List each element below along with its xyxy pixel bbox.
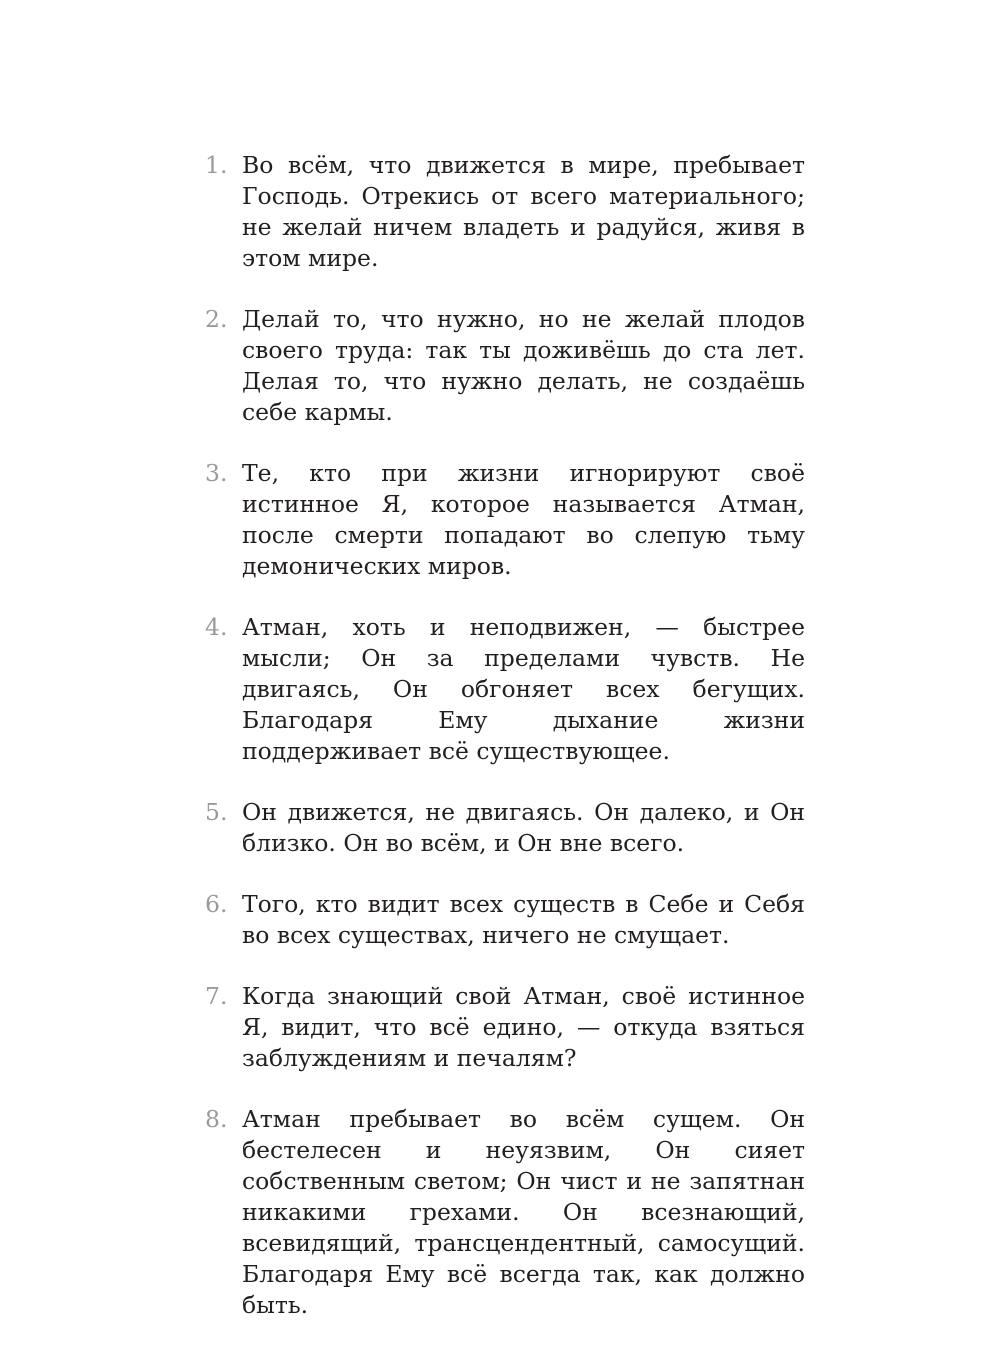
verse-number: 6.	[205, 890, 228, 918]
verse-6	[205, 889, 805, 951]
verse-2	[205, 304, 805, 428]
verse-number: 1.	[205, 151, 228, 179]
verse-number: 7.	[205, 982, 228, 1010]
verse-4	[205, 612, 805, 767]
verse-text: Атман пребывает во всём сущем. Он бестелесен и неуязвим, Он сияет собственным светом; Он чист и не запятнан никакими грехами. Он всезнающий, всевидящий, трансцендентный, самосущий. Благодаря Ему всё всегда так, как должно быть.	[242, 1105, 805, 1319]
verse-3	[205, 458, 805, 582]
verse-number: 2.	[205, 305, 228, 333]
verse-text: Атман, хоть и неподвижен, — быстрее мысли; Он за пределами чувств. Не двигаясь, Он обгоняет всех бегущих. Благодаря Ему дыхание жизни поддерживает всё существующее.	[242, 613, 805, 765]
verse-number: 4.	[205, 613, 228, 641]
verse-number: 8.	[205, 1105, 228, 1133]
verse-number: 5.	[205, 798, 228, 826]
verse-text: Того, кто видит всех существ в Себе и Себя во всех существах, ничего не смущает.	[242, 890, 805, 949]
verse-text: Когда знающий свой Атман, своё истинное Я, видит, что всё едино, — откуда взяться заблуждениям и печалям?	[242, 982, 805, 1072]
verse-7	[205, 981, 805, 1074]
verse-8	[205, 1104, 805, 1321]
verse-text: Он движется, не двигаясь. Он далеко, и Он близко. Он во всём, и Он вне всего.	[242, 798, 805, 857]
verse-number: 3.	[205, 459, 228, 487]
verse-list	[205, 150, 805, 1351]
verse-text: Во всём, что движется в мире, пребывает Господь. Отрекись от всего материального; не желай ничем владеть и радуйся, живя в этом мире.	[242, 151, 805, 272]
verse-1	[205, 150, 805, 274]
verse-text: Те, кто при жизни игнорируют своё истинное Я, которое называется Атман, после смерти попадают во слепую тьму демонических миров.	[242, 459, 805, 580]
verse-5	[205, 797, 805, 859]
verse-text: Делай то, что нужно, но не желай плодов своего труда: так ты доживёшь до ста лет. Делая то, что нужно делать, не создаёшь себе кармы.	[242, 305, 805, 426]
